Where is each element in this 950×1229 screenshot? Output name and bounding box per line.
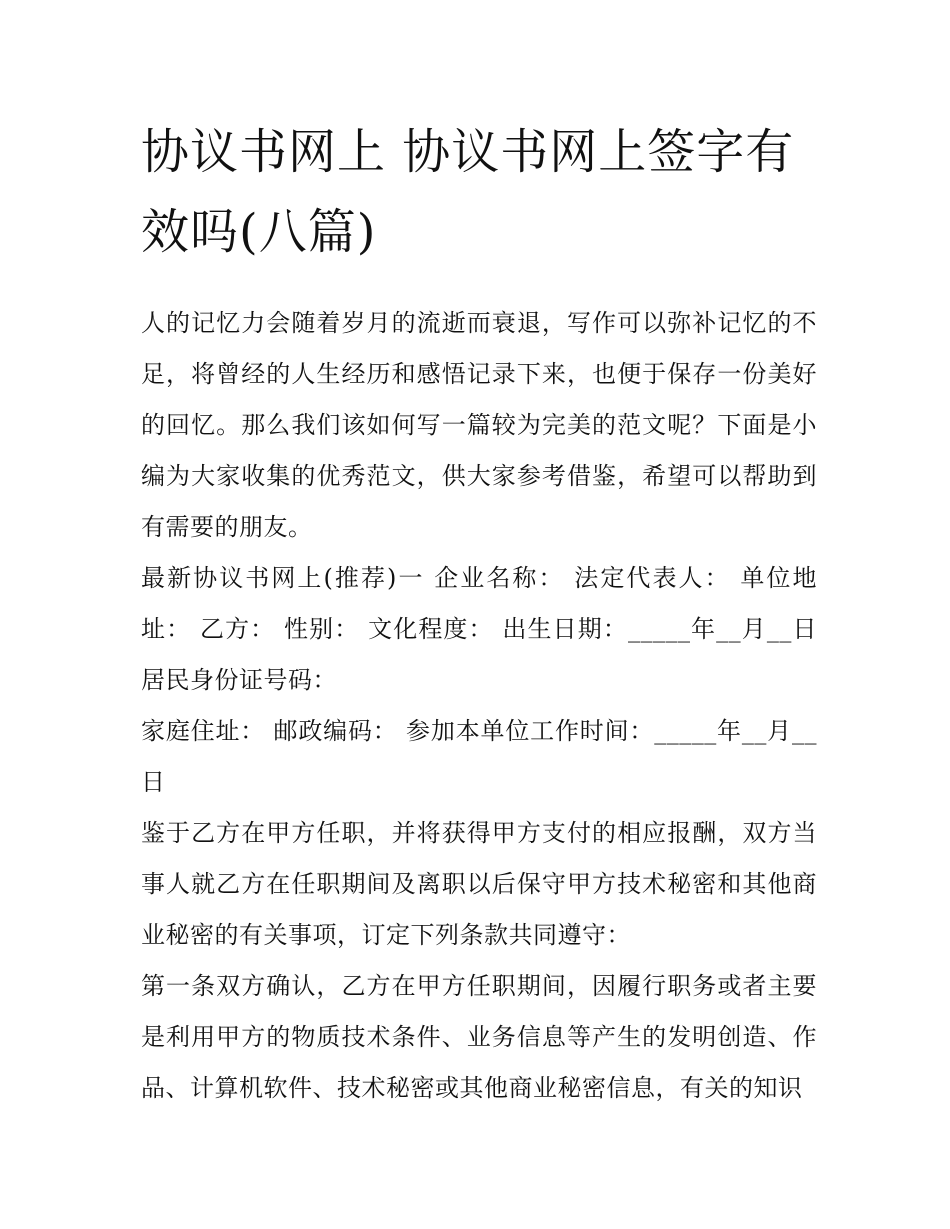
paragraph-address-info: 家庭住址： 邮政编码： 参加本单位工作时间：_____年__月__日 [141, 717, 817, 796]
paragraph-company-info: 最新协议书网上(推荐)一 企业名称： 法定代表人： 单位地址： 乙方： 性别： 文化程度： 出生日期：_____年__月__日 居民身份证号码： [141, 564, 817, 694]
document-page [141, 112, 817, 1114]
document-title: 协议书网上 协议书网上签字有效吗(八篇) [141, 124, 795, 260]
paragraph-article-1: 第一条双方确认，乙方在甲方任职期间，因履行职务或者主要是利用甲方的物质技术条件、业务信息等产生的发明创造、作品、计算机软件、技术秘密或其他商业秘密信息，有关的知识 [141, 972, 817, 1102]
document-body [141, 298, 817, 1114]
paragraph-preamble: 鉴于乙方在甲方任职，并将获得甲方支付的相应报酬，双方当事人就乙方在任职期间及离职以后保守甲方技术秘密和其他商业秘密的有关事项，订定下列条款共同遵守： [141, 819, 817, 949]
paragraph-intro: 人的记忆力会随着岁月的流逝而衰退，写作可以弥补记忆的不足，将曾经的人生经历和感悟记录下来，也便于保存一份美好的回忆。那么我们该如何写一篇较为完美的范文呢？下面是小编为大家收集的优秀范文，供大家参考借鉴，希望可以帮助到有需要的朋友。 [141, 309, 817, 541]
